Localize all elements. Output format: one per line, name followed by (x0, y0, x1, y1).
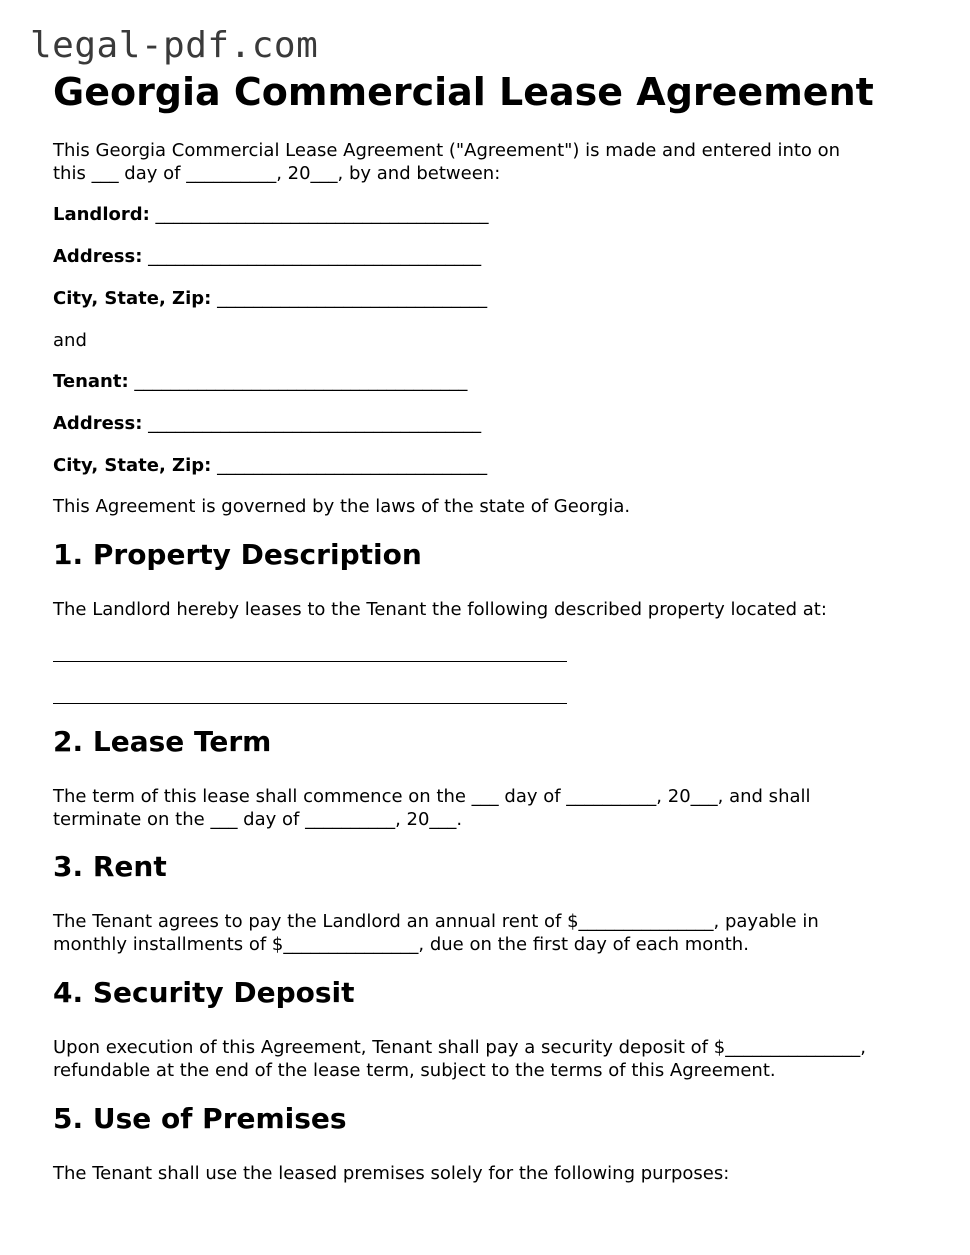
property-description-text: The Landlord hereby leases to the Tenant the following described property located at: (53, 599, 827, 620)
lease-term-line-1: The term of this lease shall commence on the ___ day of __________, 20___, and shall (53, 786, 811, 807)
intro-paragraph (53, 140, 840, 185)
and-text: and (53, 330, 87, 351)
governing-law-text: This Agreement is governed by the laws of the state of Georgia. (53, 496, 631, 517)
intro-line-2: this ___ day of __________, 20___, by and between: (53, 162, 501, 184)
section-heading-deposit: 4. Security Deposit (53, 976, 355, 1009)
deposit-paragraph (53, 1037, 866, 1082)
landlord-address-blank[interactable]: _____________________________________ (142, 246, 482, 267)
landlord-city-field[interactable] (53, 288, 487, 311)
use-of-premises-text: The Tenant shall use the leased premises solely for the following purposes: (53, 1163, 730, 1184)
tenant-city-field[interactable] (53, 455, 487, 478)
tenant-address-blank[interactable]: _____________________________________ (142, 413, 482, 434)
watermark: legal-pdf.com (30, 25, 319, 66)
tenant-address-label: Address: (53, 413, 143, 434)
tenant-name-blank[interactable]: _____________________________________ (128, 371, 468, 392)
landlord-name-field[interactable] (53, 204, 489, 227)
tenant-address-field[interactable] (53, 413, 481, 436)
property-address-line-2[interactable] (53, 703, 567, 704)
section-heading-use: 5. Use of Premises (53, 1102, 347, 1135)
tenant-city-blank[interactable]: ______________________________ (211, 455, 488, 476)
tenant-name-label: Tenant: (53, 371, 129, 392)
rent-line-2: monthly installments of $_______________, due on the first day of each month. (53, 933, 749, 955)
landlord-name-label: Landlord: (53, 204, 150, 225)
tenant-city-label: City, State, Zip: (53, 455, 212, 476)
lease-term-paragraph (53, 786, 811, 831)
property-address-line-1[interactable] (53, 661, 567, 662)
landlord-address-field[interactable] (53, 246, 481, 269)
landlord-city-blank[interactable]: ______________________________ (211, 288, 488, 309)
rent-line-1: The Tenant agrees to pay the Landlord an annual rent of $_______________, payable in (53, 911, 819, 932)
intro-line-1: This Georgia Commercial Lease Agreement ("Agreement") is made and entered into on (53, 140, 841, 161)
landlord-city-label: City, State, Zip: (53, 288, 212, 309)
deposit-line-2: refundable at the end of the lease term, subject to the terms of this Agreement. (53, 1059, 776, 1081)
landlord-address-label: Address: (53, 246, 143, 267)
rent-paragraph (53, 911, 819, 956)
deposit-line-1: Upon execution of this Agreement, Tenant shall pay a security deposit of $_______________, (53, 1037, 866, 1058)
lease-term-line-2: terminate on the ___ day of __________, 20___. (53, 808, 463, 830)
tenant-name-field[interactable] (53, 371, 467, 394)
section-heading-rent: 3. Rent (53, 850, 167, 883)
landlord-name-blank[interactable]: _____________________________________ (149, 204, 489, 225)
document-title: Georgia Commercial Lease Agreement (53, 70, 874, 114)
section-heading-term: 2. Lease Term (53, 725, 272, 758)
section-heading-property: 1. Property Description (53, 538, 422, 571)
